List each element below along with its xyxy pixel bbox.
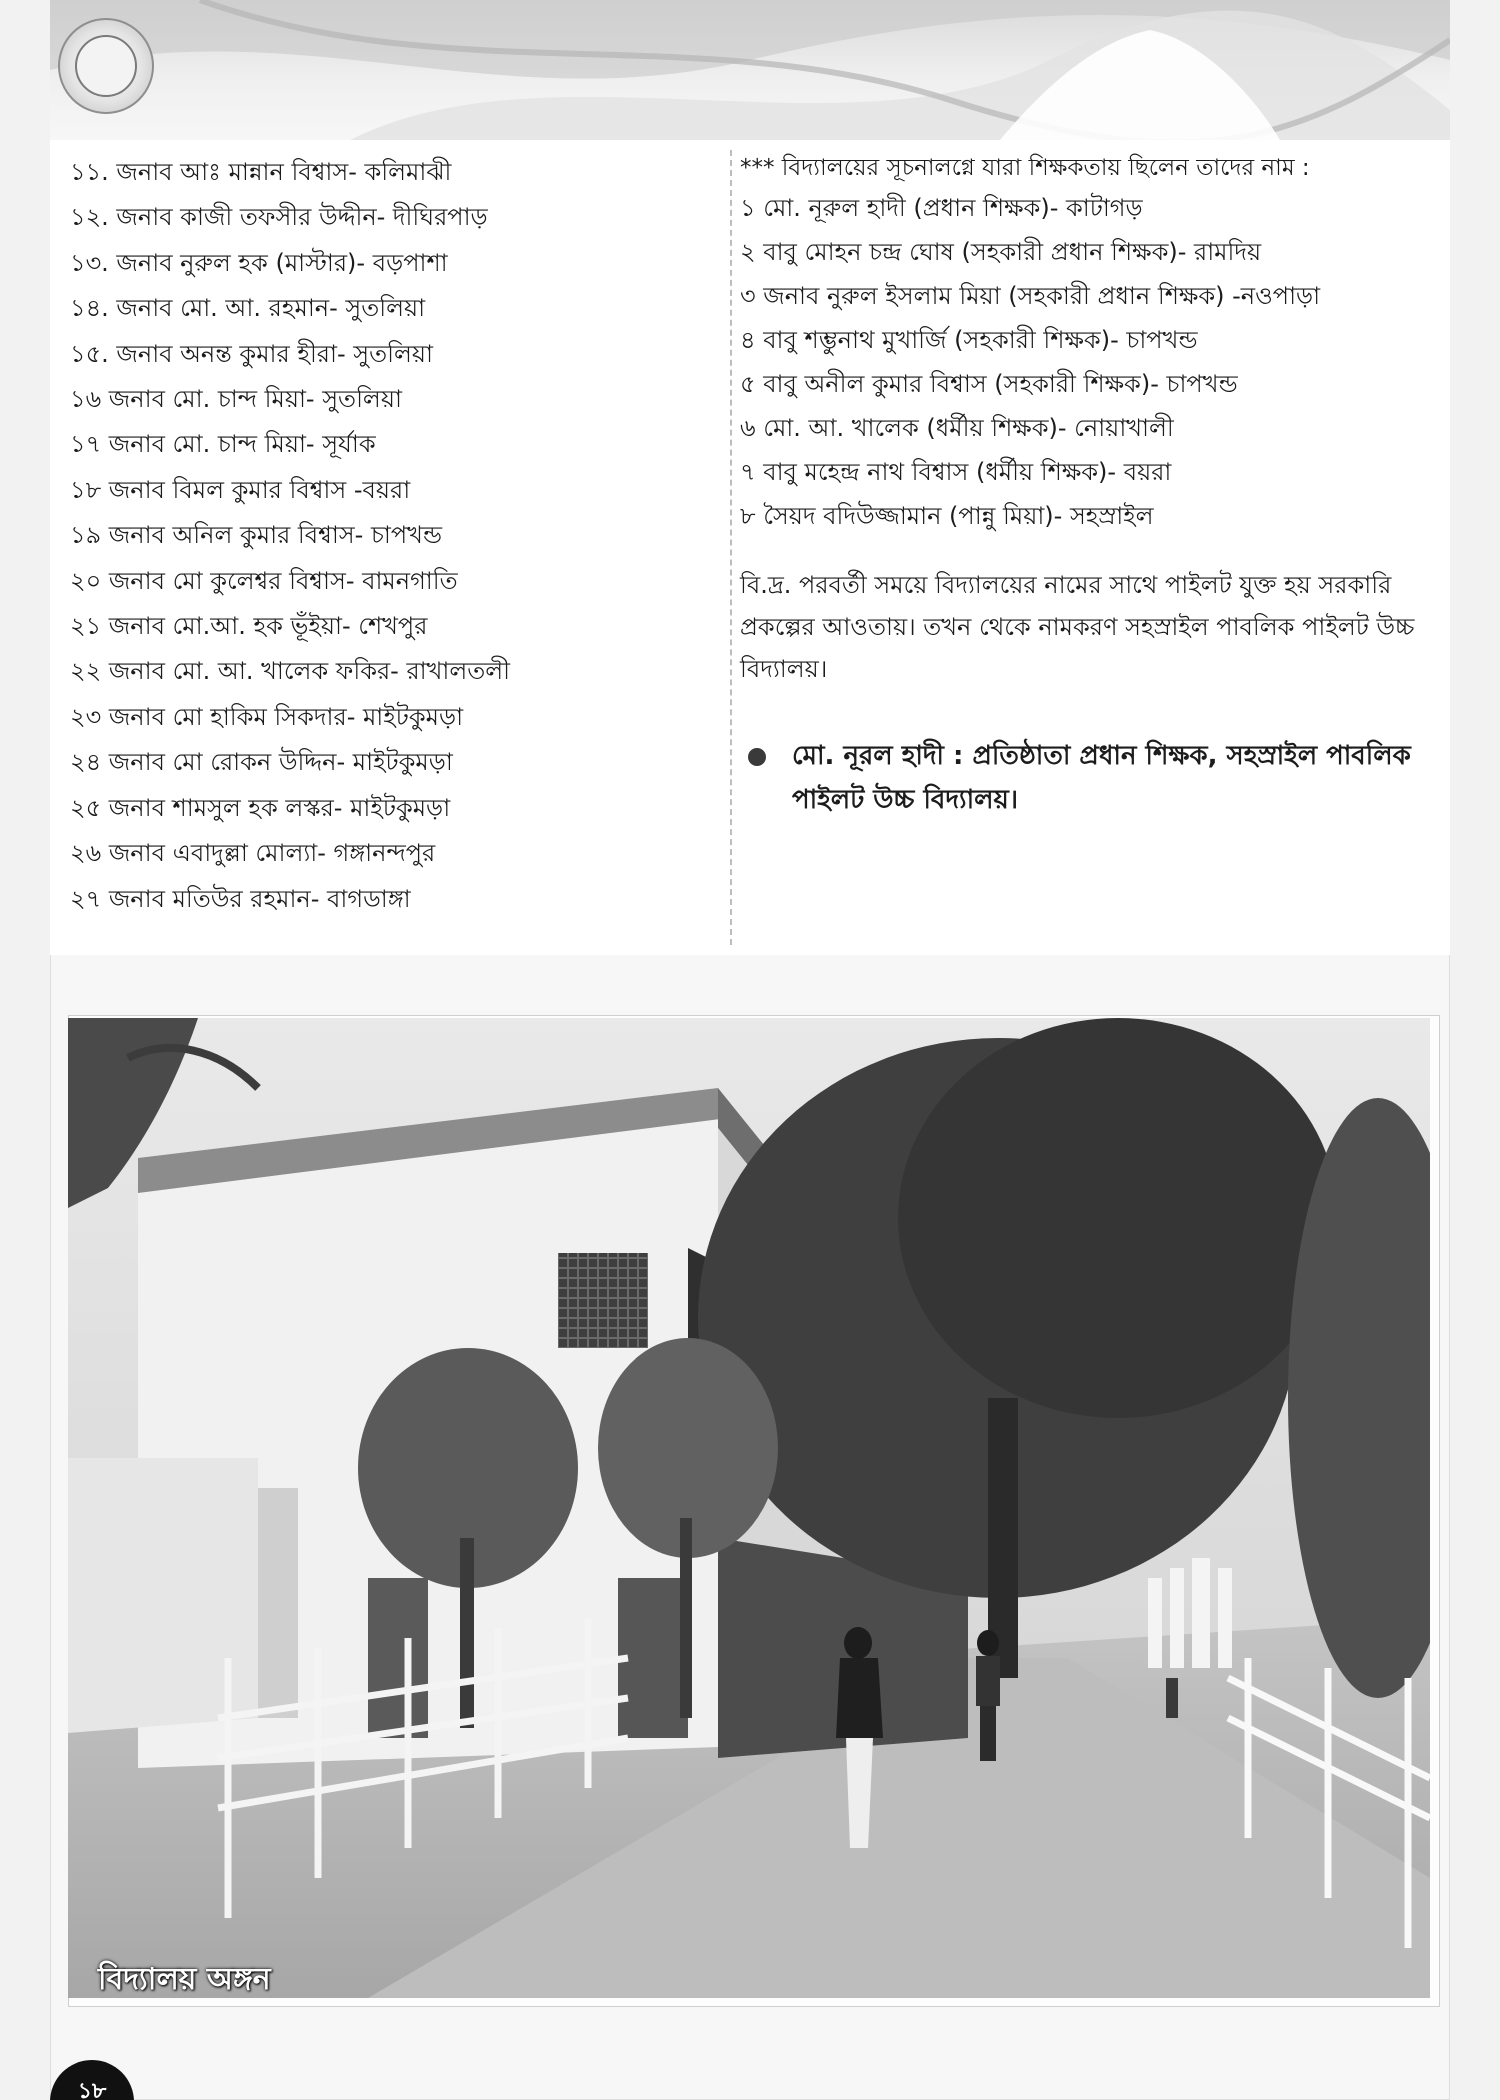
teachers-heading: *** বিদ্যালয়ের সূচনালগ্নে যারা শিক্ষকতায় ছিলেন তাদের নাম : [740, 155, 1310, 181]
wave-pattern [50, 0, 1450, 140]
list-item: ১৫. জনাব অনন্ত কুমার হীরা- সুতলিয়া [70, 339, 433, 368]
list-item: ২৫ জনাব শামসুল হক লস্কর- মাইটকুমড়া [70, 793, 451, 822]
teachers-section [740, 150, 1445, 822]
teacher-item: ৩ জনাব নুরুল ইসলাম মিয়া (সহকারী প্রধান শিক্ষক) -নওপাড়া [740, 282, 1321, 310]
teacher-item: ৬ মো. আ. খালেক (ধর্মীয় শিক্ষক)- নোয়াখালী [740, 414, 1174, 442]
list-item: ২৭ জনাব মতিউর রহমান- বাগডাঙ্গা [70, 884, 411, 913]
note-paragraph: বি.দ্র. পরবর্তী সময়ে বিদ্যালয়ের নামের সাথে পাইলট যুক্ত হয় সরকারি প্রকল্পের আওতায়। তখন থেকে নামকরণ সহস্রাইল পাবলিক পাইলট উচ্চ বিদ্যালয়। [740, 571, 1415, 683]
list-item: ২৬ জনাব এবাদুল্লা মোল্যা- গঙ্গানন্দপুর [70, 839, 436, 868]
teacher-item: ৮ সৈয়দ বদিউজ্জামান (পান্নু মিয়া)- সহস্রাইল [740, 502, 1154, 530]
bullet-icon [748, 748, 766, 766]
list-item: ১৮ জনাব বিমল কুমার বিশ্বাস -বয়রা [70, 475, 411, 504]
teacher-item: ২ বাবু মোহন চন্দ্র ঘোষ (সহকারী প্রধান শিক্ষক)- রামদিয় [740, 238, 1262, 266]
founder-text: মো. নূরল হাদী : প্রতিষ্ঠাতা প্রধান শিক্ষক, সহস্রাইল পাবলিক পাইলট উচ্চ বিদ্যালয়। [792, 741, 1411, 815]
list-item: ২২ জনাব মো. আ. খালেক ফকির- রাখালতলী [70, 657, 510, 686]
founder-callout [740, 734, 1445, 822]
teacher-item: ১ মো. নূরুল হাদী (প্রধান শিক্ষক)- কাটাগড় [740, 194, 1143, 222]
list-item: ১৩. জনাব নুরুল হক (মাস্টার)- বড়পাশা [70, 248, 448, 277]
list-item: ১৪. জনাব মো. আ. রহমান- সুতলিয়া [70, 294, 426, 323]
list-item: ১১. জনাব আঃ মান্নান বিশ্বাস- কলিমাঝী [70, 158, 452, 186]
header-decoration [50, 0, 1450, 140]
list-item: ২৩ জনাব মো হাকিম সিকদার- মাইটকুমড়া [70, 702, 464, 731]
teacher-item: ৫ বাবু অনীল কুমার বিশ্বাস (সহকারী শিক্ষক)- চাপখন্ড [740, 370, 1238, 398]
teacher-item: ৭ বাবু মহেন্দ্র নাথ বিশ্বাস (ধর্মীয় শিক্ষক)- বয়রা [740, 458, 1172, 486]
list-item: ২০ জনাব মো কুলেশ্বর বিশ্বাস- বামনগাতি [70, 566, 458, 595]
logo-emblem [75, 35, 137, 97]
school-campus-photo [68, 1018, 1430, 1998]
list-item: ১৬ জনাব মো. চান্দ মিয়া- সুতলিয়া [70, 385, 402, 414]
photo-caption: বিদ্যালয় অঙ্গন [98, 1962, 271, 1997]
list-item: ১৯ জনাব অনিল কুমার বিশ্বাস- চাপখন্ড [70, 521, 443, 550]
list-item: ২৪ জনাব মো রোকন উদ্দিন- মাইটকুমড়া [70, 748, 453, 777]
column-divider [730, 150, 732, 945]
page-number: ১৮ [50, 2060, 134, 2100]
list-item: ২১ জনাব মো.আ. হক ভূঁইয়া- শেখপুর [70, 612, 428, 641]
teacher-item: ৪ বাবু শম্ভুনাথ মুখার্জি (সহকারী শিক্ষক)- চাপখন্ড [740, 326, 1198, 354]
list-item: ১৭ জনাব মো. চান্দ মিয়া- সূর্যাক [70, 430, 376, 459]
founding-members-list [70, 150, 710, 922]
list-item: ১২. জনাব কাজী তফসীর উদ্দীন- দীঘিরপাড় [70, 203, 488, 232]
magazine-page [50, 0, 1450, 2100]
school-logo [58, 18, 154, 114]
